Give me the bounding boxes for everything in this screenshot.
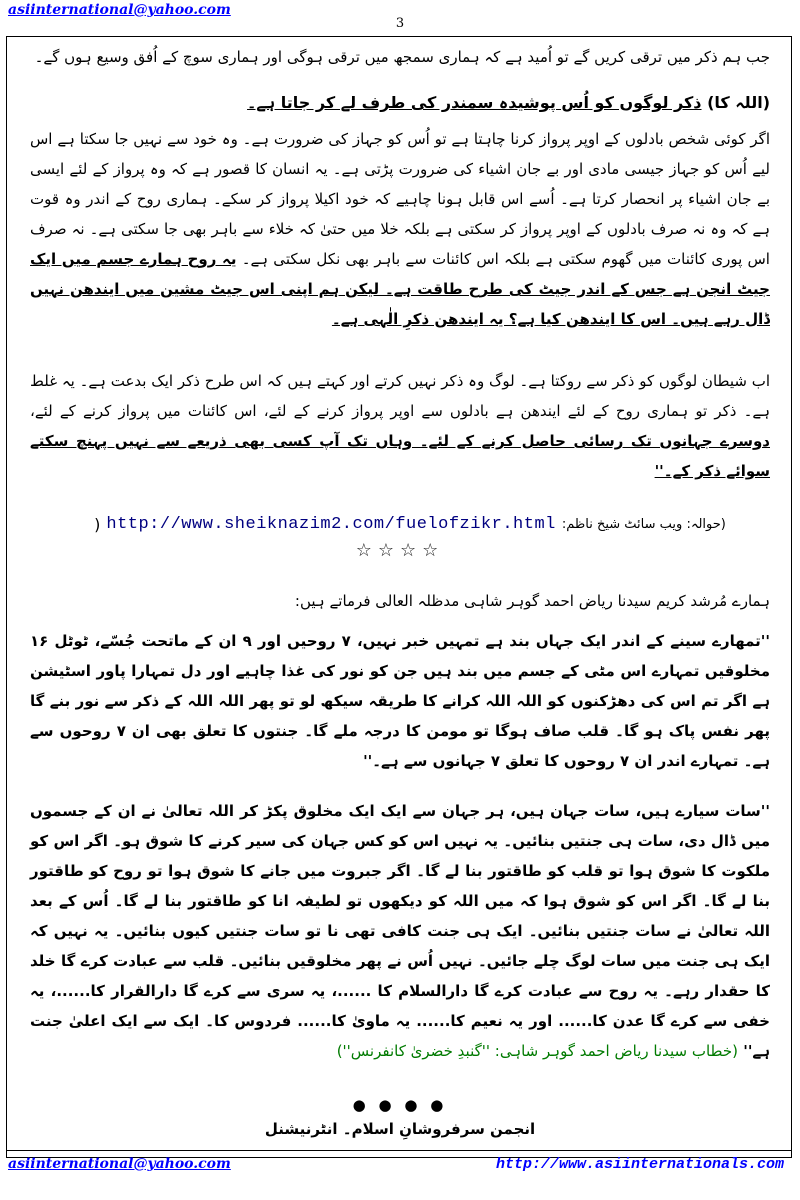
dot-separator: ● ● ● ● [352,1096,448,1114]
header-email[interactable]: asiinternational@yahoo.com [8,2,231,18]
heading-zikr [30,88,770,118]
paragraph-quote-2 [30,796,770,1066]
footer-divider [6,1150,792,1151]
paragraph-shaitan-highlight: دوسرے جہانوں تک رسائی حاصل کرنے کے لئے۔ وہاں تک آپ کسی بھی ذریعے سے نہیں پہنچ سکتے سوائے ذکر کے۔'' [30,432,770,480]
paragraph-quote-2-text: ''سات سیارے ہیں، سات جہان ہیں، ہر جہان سے ایک ایک مخلوق پکڑ کر اللہ تعالیٰ نے ان کے جسموں میں ڈال دی، سات ہی جنتیں بنائیں۔ یہ نہیں اس کو کس جہان کی سیر کرنے کا شوق ہو۔ اگر اس کو ملکوت کا شوق ہوا تو قلب کو طاقتور بنا لے گا۔ اگر جبروت میں جانے کا شوق ہوا تو روح کو طاقتور بنا لے گا۔ اگر اس کو شوق ہوا کہ میں اللہ کو دیکھوں تو لطیفہ انا کو طاقتور بنا لے گا۔ اُس کے بعد اللہ تعالیٰ نے سات جنتیں بنائیں۔ ایک ہی جنت کافی تھی نا تو سات جنتیں کیوں بنائیں۔ یہ نہیں کہ ایک ہی جنت میں سات لوگ چلے جائیں۔ نہیں اُس نے پھر مخلوقیں بنائیں۔ قلب سے عبادت کرے گا خلد کا حقدار رہے۔ یہ روح سے عبادت کرے گا دارالسلام کا ......، یہ سری سے کرے گا دارالقرار کا......، یہ خفی سے کرے گا عدن کا...... اور یہ نعیم کا...... یہ ماویٰ کا...... فردوس کا۔ ایک سے ایک اعلیٰ جنت ہے'' [30,802,770,1060]
reference-label: (حوالہ: ویب سائٹ شیخ ناظم: [561,516,726,532]
organization-name: انجمن سرفروشانِ اسلام۔ انٹرنیشنل [264,1120,536,1138]
reference-close: ) [94,514,101,534]
paragraph-shaitan [30,366,770,486]
quote-citation: (خطاب سیدنا ریاض احمد گوہر شاہی: ''گنبدِ خضریٰ کانفرنس'') [336,1042,738,1060]
footer-url[interactable]: http://www.asiinternationals.com [495,1156,784,1173]
paragraph-quote-1: ''تمھارے سینے کے اندر ایک جہاں بند ہے تمہیں خبر نہیں، ۷ روحیں اور ۹ ان کے ماتحت جُسّے، ٹوٹل ۱۶ مخلوقیں تمہارے اس مٹی کے جسم میں بند ہیں جن کو نور کی غذا چاہیے اور دل تمہارا پاور اسٹیشن ہے اگر تم اس کی دھڑکنوں کو اللہ اللہ کرانے کا طریقہ سیکھ لو تو پھر اللہ اللہ کے ذکر سے نور بنے گا پھر نفس پاک ہو گا۔ قلب صاف ہوگا تو مومن کا درجہ ملے گا۔ جنتوں کا تعلق بھی ان ۷ روحوں سے ہے۔ تمہارے اندر ان ۷ روحوں کا تعلق ۷ جہانوں سے ہے۔'' [30,632,770,770]
paragraph-murshid: ہمارے مُرشد کریم سیدنا ریاض احمد گوہر شاہی مدظلہ العالی فرماتے ہیں: [294,592,770,610]
reference-url-link[interactable]: http://www.sheiknazim2.com/fuelofzikr.html [106,514,556,534]
paragraph-intro: جب ہم ذکر میں ترقی کریں گے تو اُمید ہے کہ ہماری سمجھ میں ترقی ہوگی اور ہماری سوچ کے اُفق وسیع ہوں گے۔ [34,48,770,66]
paragraph-shaitan-text: اب شیطان لوگوں کو ذکر سے روکتا ہے۔ لوگ وہ ذکر نہیں کرتے اور کہتے ہیں کہ اس طرح ذکر ایک بدعت ہے۔ یہ غلط ہے۔ ذکر تو ہماری روح کے لئے ایندھن ہے بادلوں سے اوپر پرواز کرنے کے لئے، اس کائنات میں پرواز کرنے کے لئے، [30,372,770,420]
heading-text: ذکر لوگوں کو اُس پوشیدہ سمندر کی طرف لے کر جاتا ہے۔ [247,93,702,112]
paragraph-jet-text: اگر کوئی شخص بادلوں کے اوپر پرواز کرنا چاہتا ہے تو اُس کو جہاز کی ضرورت ہے۔ وہ خود سے نہیں جا سکتا ہے اس لیے اُس کو جہاز جیسی مادی اور بے جان اشیاء کی ضرورت پڑتی ہے۔ یہ انسان کا قصور ہے کہ وہ پرواز کے لئے ایسی بے جان اشیاء پر انحصار کرتا ہے۔ اُسے اس قابل ہونا چاہیے کہ خود اکیلا پرواز کر سکے۔ ہماری روح کے اندر وہ قوت ہے کہ وہ نہ صرف بادلوں کے اوپر پرواز کر سکتی ہے بلکہ خلا میں حتیٰ کہ خلاء سے باہر بھی جا سکتی ہے۔ نہ صرف اس پوری کائنات میں گھوم سکتی ہے بلکہ اس کائنات سے باہر بھی نکل سکتی ہے۔ [30,130,770,268]
paragraph-jet-engine [30,124,770,334]
footer-email[interactable]: asiinternational@yahoo.com [8,1156,231,1172]
star-separator: ☆☆☆☆ [355,540,445,561]
heading-paren: (اللہ کا) [707,93,770,112]
page-number: 3 [395,16,405,31]
paragraph-jet-highlight: یہ روح ہمارے جسم میں ایک جیٹ انجن ہے جس کے اندر جیٹ کی طرح طاقت ہے۔ لیکن ہم اپنی اس جیٹ مشین میں ایندھن نہیں ڈال رہے ہیں۔ اس کا ایندھن کیا ہے؟ یہ ایندھن ذکرِ الٰہی ہے۔ [30,250,770,328]
reference-line [60,510,760,538]
